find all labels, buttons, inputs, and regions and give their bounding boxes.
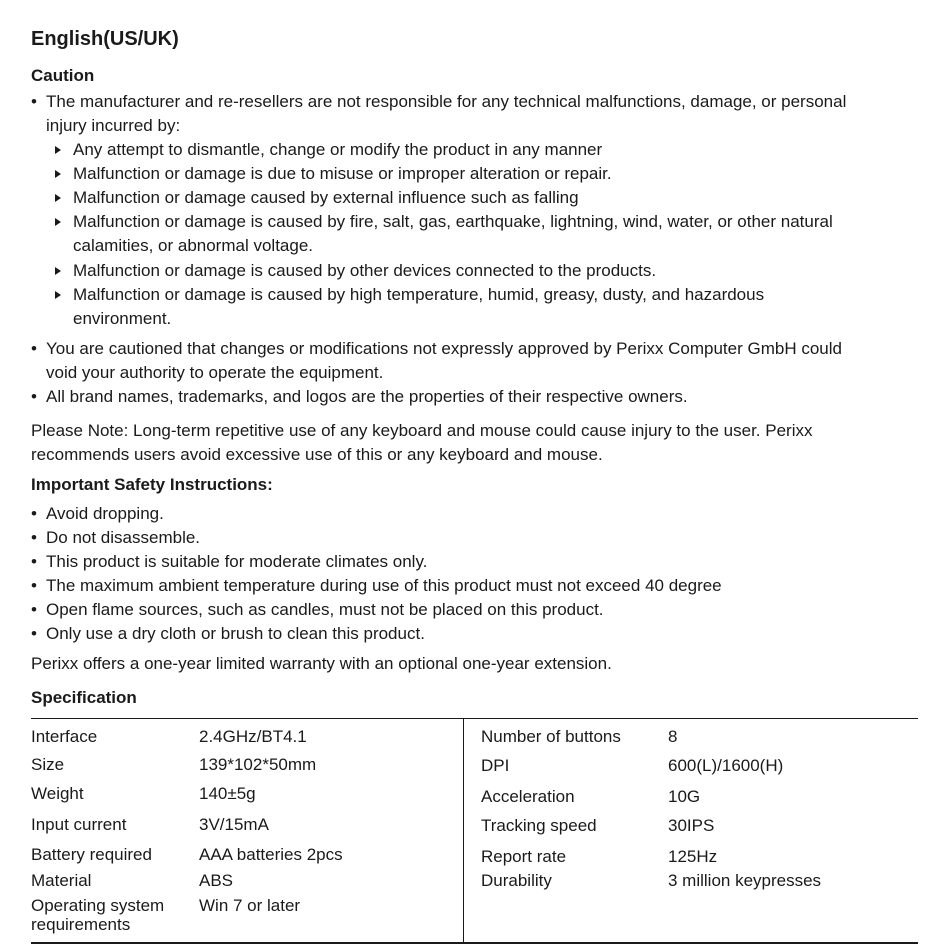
triangle-bullet-icon <box>55 146 61 154</box>
safety-heading: Important Safety Instructions: <box>31 475 273 494</box>
spec-label: Battery required <box>31 845 152 864</box>
caution-bullet2-line1: You are cautioned that changes or modifications not expressly approved by Perixx Computer GmbH could <box>46 339 842 358</box>
table-bottom-rule <box>31 942 918 944</box>
bullet-icon: • <box>31 552 37 571</box>
caution-intro-line2: injury incurred by: <box>46 116 181 135</box>
safety-item: Avoid dropping. <box>46 504 164 523</box>
caution-sub-item: Malfunction or damage caused by external influence such as falling <box>73 188 579 207</box>
spec-value: 30IPS <box>668 816 715 835</box>
warranty-text: Perixx offers a one-year limited warranty with an optional one-year extension. <box>31 654 612 673</box>
spec-value: 3V/15mA <box>199 815 269 834</box>
bullet-icon: • <box>31 92 37 111</box>
spec-value: 8 <box>668 727 678 746</box>
spec-value: 10G <box>668 787 701 806</box>
triangle-bullet-icon <box>55 291 61 299</box>
triangle-bullet-icon <box>55 218 61 226</box>
spec-label: Size <box>31 755 65 774</box>
language-title: English(US/UK) <box>31 28 179 50</box>
spec-value: 600(L)/1600(H) <box>668 756 784 775</box>
bullet-icon: • <box>31 339 37 358</box>
caution-sub-item: Malfunction or damage is due to misuse or improper alteration or repair. <box>73 164 612 183</box>
caution-sub-item: Malfunction or damage is caused by other devices connected to the products. <box>73 261 657 280</box>
specification-heading: Specification <box>31 688 137 707</box>
bullet-icon: • <box>31 387 37 406</box>
spec-value: AAA batteries 2pcs <box>199 845 343 864</box>
spec-value: 3 million keypresses <box>668 871 822 890</box>
caution-sub-item: Malfunction or damage is caused by fire, salt, gas, earthquake, lightning, wind, water, or other natural <box>73 212 833 231</box>
spec-label: Tracking speed <box>481 816 597 835</box>
note-line2: recommends users avoid excessive use of this or any keyboard and mouse. <box>31 445 603 464</box>
spec-label: Interface <box>31 727 98 746</box>
spec-label: Number of buttons <box>481 727 621 746</box>
spec-value: 139*102*50mm <box>199 755 317 774</box>
spec-label: Acceleration <box>481 787 575 806</box>
bullet-icon: • <box>31 624 37 643</box>
spec-value: Win 7 or later <box>199 896 301 915</box>
note-line1: Please Note: Long-term repetitive use of any keyboard and mouse could cause injury to the user. Perixx <box>31 421 813 440</box>
caution-sub-item: Malfunction or damage is caused by high temperature, humid, greasy, dusty, and hazardous <box>73 285 765 304</box>
bullet-icon: • <box>31 528 37 547</box>
spec-value: 140±5g <box>199 784 256 803</box>
safety-item: Open flame sources, such as candles, must not be placed on this product. <box>46 600 604 619</box>
spec-value: ABS <box>199 871 234 890</box>
spec-label: DPI <box>481 756 510 775</box>
spec-value: 125Hz <box>668 847 718 866</box>
triangle-bullet-icon <box>55 194 61 202</box>
caution-sub-item-cont: calamities, or abnormal voltage. <box>73 236 314 255</box>
triangle-bullet-icon <box>55 170 61 178</box>
spec-label: Operating system <box>31 896 165 915</box>
spec-label: Durability <box>481 871 552 890</box>
caution-sub-item-cont: environment. <box>73 309 172 328</box>
caution-intro-line1: The manufacturer and re-resellers are not responsible for any technical malfunctions, damage, or personal <box>46 92 847 111</box>
triangle-bullet-icon <box>55 267 61 275</box>
caution-sub-item: Any attempt to dismantle, change or modify the product in any manner <box>73 140 603 159</box>
safety-item: This product is suitable for moderate climates only. <box>46 552 428 571</box>
spec-label: Weight <box>31 784 84 803</box>
table-column-divider <box>463 718 464 944</box>
bullet-icon: • <box>31 600 37 619</box>
caution-bullet3: All brand names, trademarks, and logos are the properties of their respective owners. <box>46 387 688 406</box>
spec-value: 2.4GHz/BT4.1 <box>199 727 307 746</box>
safety-item: Only use a dry cloth or brush to clean this product. <box>46 624 425 643</box>
safety-item: Do not disassemble. <box>46 528 201 547</box>
bullet-icon: • <box>31 576 37 595</box>
safety-item: The maximum ambient temperature during use of this product must not exceed 40 degree <box>46 576 722 595</box>
spec-label: Report rate <box>481 847 567 866</box>
spec-label-cont: requirements <box>31 915 131 934</box>
spec-label: Material <box>31 871 92 890</box>
caution-heading: Caution <box>31 66 95 85</box>
spec-label: Input current <box>31 815 127 834</box>
table-top-rule <box>31 718 918 719</box>
caution-bullet2-line2: void your authority to operate the equipment. <box>46 363 384 382</box>
bullet-icon: • <box>31 504 37 523</box>
